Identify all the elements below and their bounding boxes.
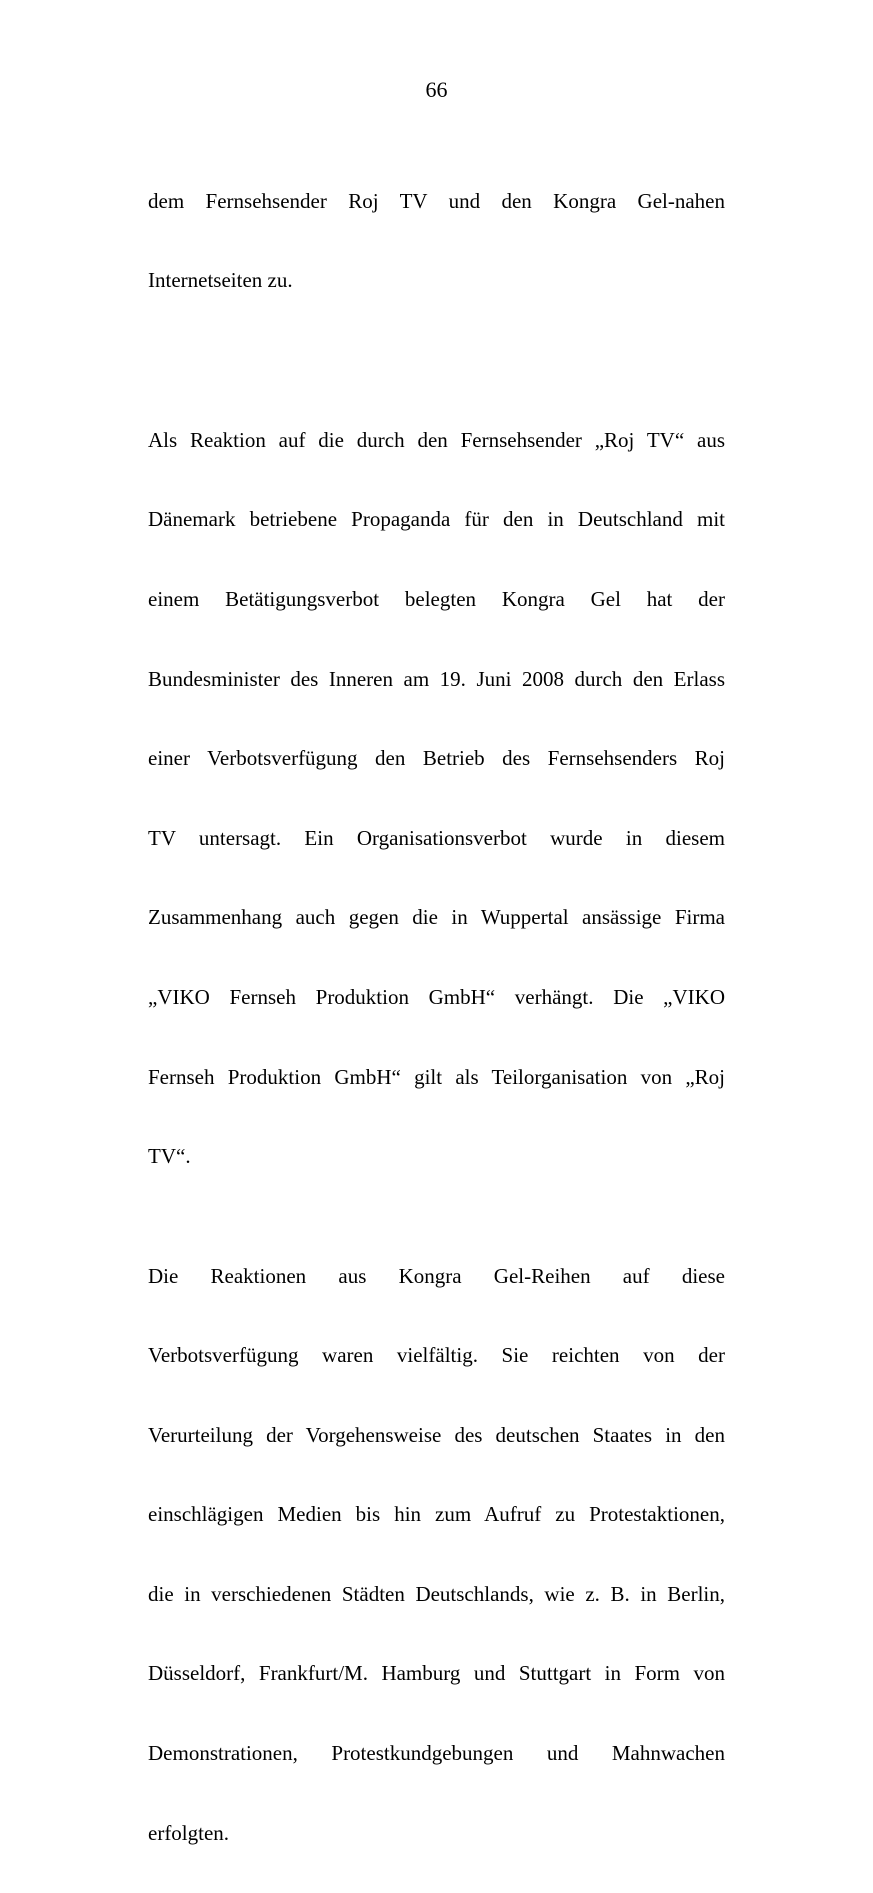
text-line: erfolgten.	[148, 1820, 230, 1845]
text-line: Die Reaktionen aus Kongra Gel-Reihen auf diese	[148, 1263, 725, 1288]
text-line: einschlägigen Medien bis hin zum Aufruf zu Protestaktionen,	[148, 1502, 725, 1527]
text-line: Zusammenhang auch gegen die in Wuppertal ansässige Firma	[148, 905, 725, 930]
paragraph-3	[148, 1217, 725, 1893]
text-line: Fernseh Produktion GmbH“ gilt als Teilorganisation von „Roj	[148, 1064, 725, 1089]
text-line: Düsseldorf, Frankfurt/M. Hamburg und Stuttgart in Form von	[148, 1661, 725, 1686]
text-line: Verurteilung der Vorgehensweise des deutschen Staates in den	[148, 1422, 725, 1447]
text-line: die in verschiedenen Städten Deutschlands, wie z. B. in Berlin,	[148, 1581, 725, 1606]
text-line: „VIKO Fernseh Produktion GmbH“ verhängt. Die „VIKO	[148, 984, 725, 1009]
paragraph-2	[148, 381, 725, 1217]
text-line: einem Betätigungsverbot belegten Kongra Gel hat der	[148, 586, 725, 611]
body-text	[148, 142, 725, 1893]
text-line: einer Verbotsverfügung den Betrieb des Fernsehsenders Roj	[148, 746, 725, 771]
text-line: Verbotsverfügung waren vielfältig. Sie reichten von der	[148, 1343, 725, 1368]
paragraph-1	[148, 142, 725, 341]
paragraph-gap	[148, 341, 725, 381]
text-line: Internetseiten zu.	[148, 268, 293, 293]
text-line: dem Fernsehsender Roj TV und den Kongra Gel-nahen	[148, 188, 725, 213]
text-line: Bundesminister des Inneren am 19. Juni 2008 durch den Erlass	[148, 666, 725, 691]
text-line: TV untersagt. Ein Organisationsverbot wurde in diesem	[148, 825, 725, 850]
text-line: TV“.	[148, 1144, 191, 1169]
text-line: Als Reaktion auf die durch den Fernsehsender „Roj TV“ aus	[148, 427, 725, 452]
page-number: 66	[425, 77, 448, 102]
text-line: Demonstrationen, Protestkundgebungen und Mahnwachen	[148, 1741, 725, 1766]
text-line: Dänemark betriebene Propaganda für den in Deutschland mit	[148, 507, 725, 532]
